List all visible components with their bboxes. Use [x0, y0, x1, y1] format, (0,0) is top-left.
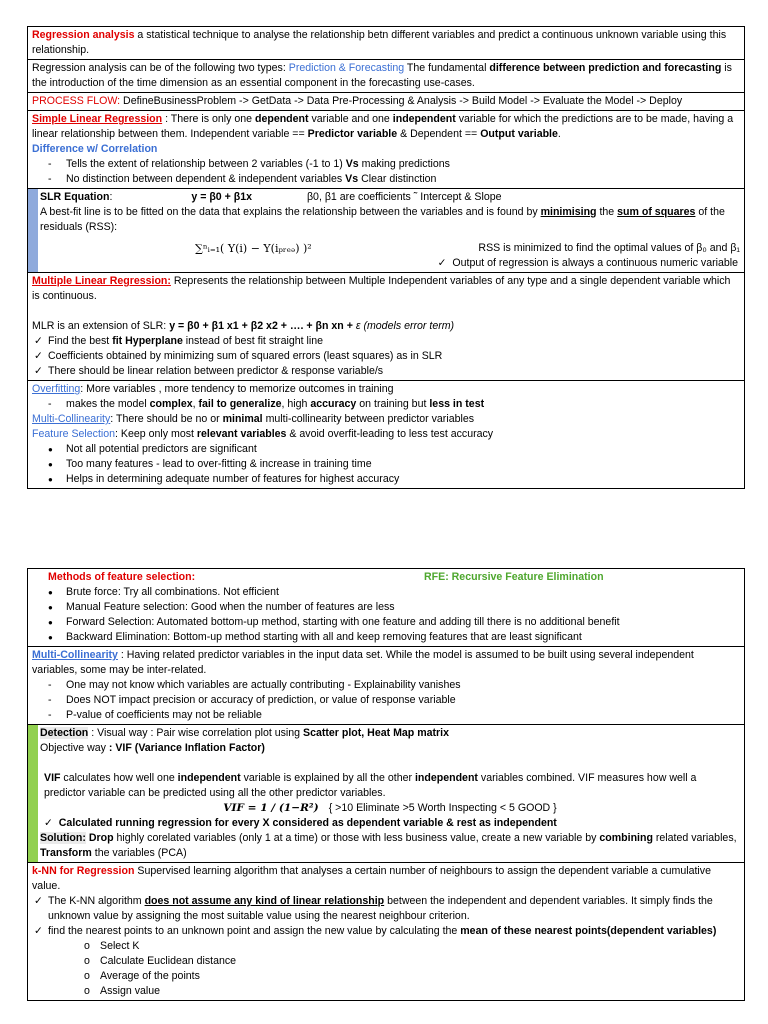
vif-f: variables combined. VIF measures how well a predictor variable can be predicted using all the other predictor variables.	[44, 772, 697, 799]
mc-c: multi-collinearity between predictor variables	[262, 413, 475, 425]
knn2-a: find the nearest points to an unknown point and assign the new value by calculating the	[48, 925, 461, 937]
s4: Assign value	[100, 985, 161, 997]
types-label: Prediction & Forecasting	[288, 62, 405, 74]
vif-c: independent	[177, 772, 241, 784]
det-a: : Visual way : Pair wise correlation plot using	[88, 727, 304, 739]
rss-output-line	[40, 256, 740, 271]
intercept-slope: Intercept & Slope	[420, 191, 502, 203]
list-item	[32, 630, 740, 645]
regression-analysis-title: Regression analysis	[32, 29, 135, 41]
corr2-vs: Vs	[345, 173, 359, 185]
obj-b: : VIF (Variance Inflation Factor)	[108, 742, 265, 754]
detection-row	[28, 725, 744, 863]
knn2-b: mean of these nearest points(dependent variables)	[460, 925, 717, 937]
slr-row	[28, 111, 744, 189]
mlr-text: Represents the relationship between Multiple Independent variables of any type and a single dependent variable which is continuous.	[32, 275, 731, 302]
vif-b: calculates how well one	[60, 772, 178, 784]
mlr3: There should be linear relation between predictor & response variable/s	[48, 365, 384, 377]
of1-e: , high	[281, 398, 311, 410]
vif-d: variable is explained by all the other	[240, 772, 415, 784]
list-item	[32, 334, 740, 349]
types-text-d: is the introduction of the time dimension as an essential component in the forecasting use-cases.	[32, 62, 732, 89]
list-item	[32, 678, 740, 693]
solution-line	[40, 831, 740, 861]
obj-a: Objective way	[40, 742, 109, 754]
fs2: Too many features - lead to over-fitting & increase in training time	[66, 458, 372, 470]
process-flow-row	[28, 93, 744, 111]
list-item	[32, 969, 740, 984]
rss-line	[40, 241, 740, 256]
vif-rule: { >10 Eliminate >5 Worth Inspecting < 5 GOOD }	[328, 802, 557, 814]
knn-list	[32, 894, 740, 939]
bf-a: A best-fit line is to be fitted on the data that explains the relationship between the variables and is found by	[40, 206, 541, 218]
overfitting-list	[32, 397, 740, 412]
list-item	[32, 693, 740, 708]
bf-sum: sum of squares	[617, 206, 696, 218]
methods-list	[32, 585, 740, 645]
of1-h: less in test	[429, 398, 485, 410]
s2: Calculate Euclidean distance	[100, 955, 237, 967]
regression-analysis-text: a statistical technique to analyse the relationship betn different variables and predict a continuous unknown variable using this relationship.	[32, 29, 727, 56]
m1: Brute force: Try all combinations. Not efficient	[66, 586, 279, 598]
mlr-list	[32, 334, 740, 379]
overfitting-row	[28, 381, 744, 488]
fs-b: relevant variables	[196, 428, 287, 440]
list-item	[32, 585, 740, 600]
list-item	[32, 939, 740, 954]
mlr-ext-err: ε (models error term)	[355, 320, 455, 332]
knn-row	[28, 863, 744, 1000]
types-diff: difference between prediction and forecasting	[489, 62, 722, 74]
fs1: Not all potential predictors are significant	[66, 443, 257, 455]
m4: Backward Elimination: Bottom-up method starting with all and keep removing features that are least significant	[66, 631, 582, 643]
vif-e: independent	[414, 772, 478, 784]
fs-c: & avoid overfit-leading to less test accuracy	[286, 428, 494, 440]
mc-a: : There should be no or	[110, 413, 223, 425]
slr-output: Output variable	[480, 128, 558, 140]
mlr-ext-a: MLR is an extension of SLR:	[32, 320, 170, 332]
vif-formula: VIF = 1 / (1−R²)	[223, 802, 319, 814]
multicollinearity-line	[32, 412, 740, 427]
of1-b: complex	[149, 398, 193, 410]
slr-text-e: .	[557, 128, 561, 140]
of1-f: accuracy	[310, 398, 357, 410]
slr-independent: independent	[392, 113, 456, 125]
corr1-vs: Vs	[345, 158, 359, 170]
mlr-ext-eq: y = β0 + β1 x1 + β2 x2 + …. + βn xn +	[169, 320, 356, 332]
multicollinearity-row	[28, 647, 744, 725]
types-text-b: The fundamental	[404, 62, 490, 74]
regression-analysis-row	[28, 27, 744, 60]
slr-equation-line	[40, 190, 740, 205]
mlr1-b: fit Hyperplane	[112, 335, 183, 347]
feature-selection-list	[32, 442, 740, 487]
corr2-b: Clear distinction	[358, 173, 437, 185]
mc1: One may not know which variables are actually contributing - Explainability vanishes	[66, 679, 461, 691]
mlr-extension	[32, 319, 740, 334]
rfe-label: RFE: Recursive Feature Elimination	[424, 571, 604, 583]
corr1-a: Tells the extent of relationship between 2 variables (-1 to 1)	[66, 158, 346, 170]
list-item	[32, 457, 740, 472]
mlr2: Coefficients obtained by minimizing sum of squared errors (least squares) as in SLR	[48, 350, 443, 362]
check-icon: ✓	[44, 817, 53, 829]
multicollinearity-title-2: Multi-Collinearity	[32, 649, 118, 661]
slr-text-a: : There is only one	[162, 113, 255, 125]
regression-types-row	[28, 60, 744, 93]
methods-title: Methods of feature selection:	[48, 571, 196, 583]
rss-text: RSS is minimized to find the optimal values of β₀ and β₁	[478, 242, 740, 254]
feature-selection-line	[32, 427, 740, 442]
regression-notes-table	[27, 26, 745, 489]
det-b: Scatter plot, Heat Map matrix	[303, 727, 450, 739]
methods-header	[32, 570, 740, 585]
mlr-row	[28, 273, 744, 381]
bf-b: the	[596, 206, 618, 218]
list-item	[32, 924, 740, 939]
knn1-c: between the independent and dependent variables. It simply finds the unknown value by assigning the most suitable value using the nearest neighbour criterion.	[48, 895, 713, 922]
correlation-title: Difference w/ Correlation	[32, 143, 158, 155]
check-icon: ✓	[437, 257, 447, 269]
rss-output: Output of regression is always a continuous numeric variable	[452, 257, 738, 269]
list-item	[32, 172, 740, 187]
list-item	[32, 157, 740, 172]
sol-drop: Drop	[88, 832, 114, 844]
mlr1-a: Find the best	[48, 335, 113, 347]
list-item	[32, 472, 740, 487]
slr-predictor: Predictor variable	[307, 128, 398, 140]
of1-c: ,	[192, 398, 199, 410]
multicollinearity-text: : Having related predictor variables in the input data set. While the model is assumed to be built using several independent variables, some may be inter-related.	[32, 649, 694, 676]
corr2-a: No distinction between dependent & independent variables	[66, 173, 346, 185]
vif-a: VIF	[44, 772, 61, 784]
calculated-line	[40, 816, 740, 831]
overfitting-title: Overfitting	[32, 383, 81, 395]
multicollinearity-list	[32, 678, 740, 723]
list-item	[32, 364, 740, 379]
process-flow-label: PROCESS FLOW:	[32, 95, 121, 107]
of1-d: fail to generalize	[198, 398, 282, 410]
sol-c: related variables,	[652, 832, 737, 844]
fs-a: : Keep only most	[115, 428, 197, 440]
mlr1-c: instead of best fit straight line	[182, 335, 323, 347]
feature-selection-title: Feature Selection	[32, 428, 116, 440]
mc2: Does NOT impact precision or accuracy of prediction, or value of response variable	[66, 694, 456, 706]
types-text: Regression analysis can be of the following two types:	[32, 62, 289, 74]
slr-equation-label: SLR Equation	[40, 191, 110, 203]
bf-min: minimising	[540, 206, 597, 218]
sol-b: highly corelated variables (only 1 at a time) or those with less business value, create a new variable by	[113, 832, 600, 844]
feature-selection-notes-table	[27, 568, 745, 1001]
knn-steps	[32, 939, 740, 999]
of1-g: on training but	[356, 398, 430, 410]
list-item	[32, 954, 740, 969]
bf-c: of the residuals (RSS):	[40, 206, 725, 233]
sol-trans: Transform	[40, 847, 92, 859]
tilde: ˜	[410, 191, 421, 203]
list-item	[32, 397, 740, 412]
knn-text: Supervised learning algorithm that analyses a certain number of neighbours to assign the dependent variable a cumulative value.	[32, 865, 711, 892]
list-item	[32, 615, 740, 630]
vif-formula-line	[40, 801, 740, 816]
calculated-text: Calculated running regression for every X considered as dependent variable & rest as independent	[58, 817, 557, 829]
correlation-list	[32, 157, 740, 187]
knn1-b: does not assume any kind of linear relationship	[144, 895, 385, 907]
slr-coefficients: β0, β1 are coefficients	[306, 191, 411, 203]
corr1-b: making predictions	[358, 158, 450, 170]
slr-title: Simple Linear Regression	[32, 113, 163, 125]
solution-label: Solution:	[40, 832, 86, 844]
eq-colon: :	[109, 191, 113, 203]
of1-a: makes the model	[66, 398, 150, 410]
knn-title: k-NN for Regression	[32, 865, 135, 877]
slr-equation-row	[28, 189, 744, 273]
list-item	[32, 708, 740, 723]
list-item	[32, 442, 740, 457]
s3: Average of the points	[100, 970, 200, 982]
objective-line	[40, 741, 740, 756]
slr-equation-formula: y = β0 + β1x	[191, 191, 253, 203]
m3: Forward Selection: Automated bottom-up method, starting with one feature and adding till there is no additional benefit	[66, 616, 620, 628]
mlr-title: Multiple Linear Regression:	[32, 275, 171, 287]
vif-description	[40, 771, 740, 801]
mc-b: minimal	[222, 413, 263, 425]
knn1-a: The K-NN algorithm	[48, 895, 145, 907]
process-flow-text: DefineBusinessProblem -> GetData -> Data Pre-Processing & Analysis -> Build Model -> Evaluate the Model -> Deploy	[120, 95, 683, 107]
detection-line	[40, 726, 740, 741]
slr-dependent: dependent	[254, 113, 309, 125]
list-item	[32, 894, 740, 924]
list-item	[32, 600, 740, 615]
best-fit-text	[40, 205, 740, 235]
mc3: P-value of coefficients may not be reliable	[66, 709, 262, 721]
list-item	[32, 349, 740, 364]
slr-text-d: & Dependent ==	[397, 128, 481, 140]
rss-formula: ∑ⁿᵢ₌₁( Y(i) − Y(iₚᵣₑₔ) )²	[195, 242, 312, 255]
fs3: Helps in determining adequate number of features for highest accuracy	[66, 473, 400, 485]
methods-row	[28, 569, 744, 647]
list-item	[32, 984, 740, 999]
slr-text-b: variable and one	[308, 113, 393, 125]
multicollinearity-title: Multi-Collinearity	[32, 413, 111, 425]
sol-d: the variables (PCA)	[91, 847, 187, 859]
sol-comb: combining	[599, 832, 653, 844]
s1: Select K	[100, 940, 140, 952]
detection-label: Detection	[40, 727, 89, 739]
overfitting-text: : More variables , more tendency to memorize outcomes in training	[80, 383, 394, 395]
m2: Manual Feature selection: Good when the number of features are less	[66, 601, 395, 613]
slr-text-c: variable for which the predictions are to be made, having a linear relationship between them. Independent variable ==	[32, 113, 734, 140]
